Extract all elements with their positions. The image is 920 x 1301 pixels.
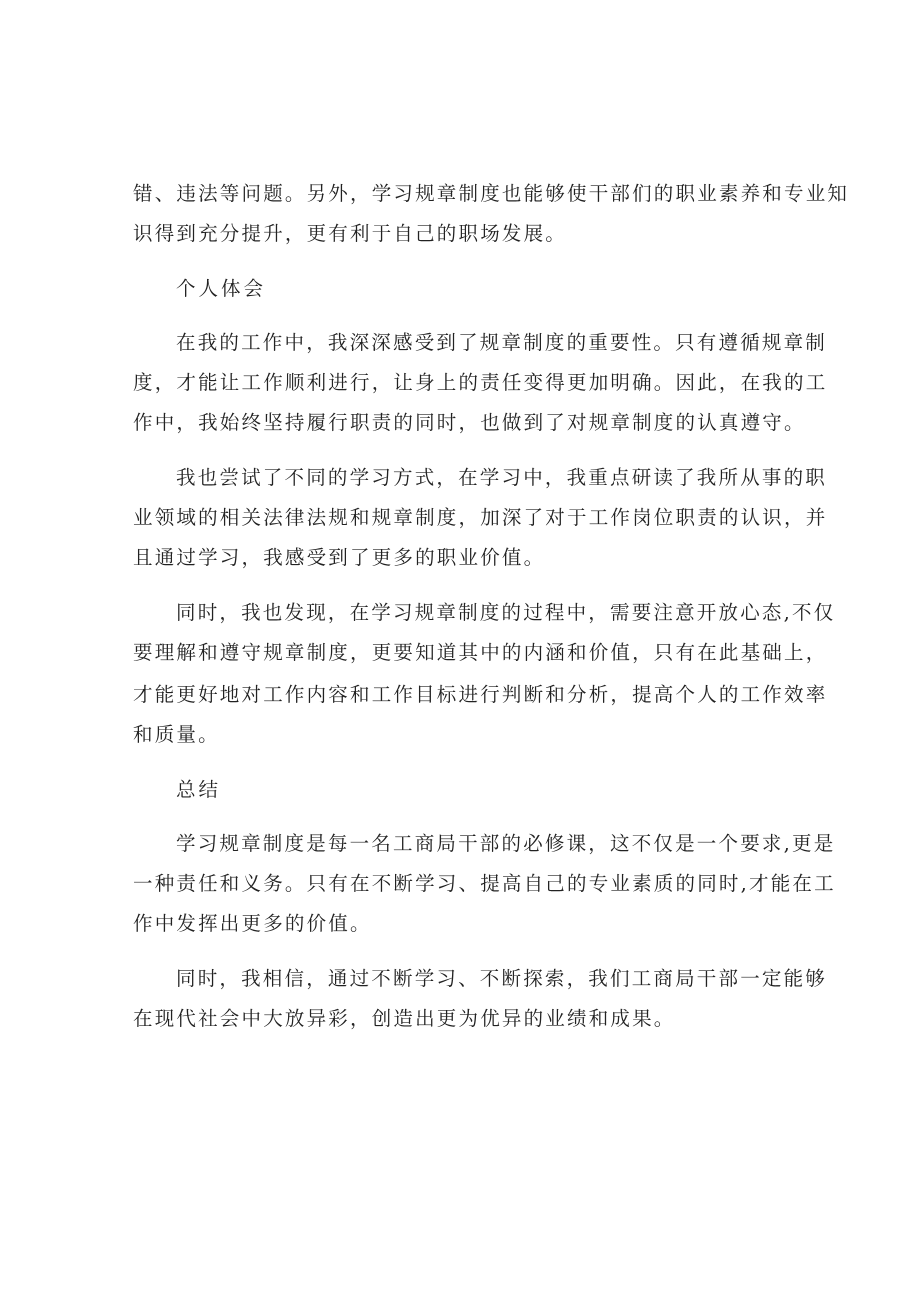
text-line: 才能更好地对工作内容和工作目标进行判断和分析，提高个人的工作效率 — [133, 683, 828, 706]
section-heading-personal-experience: 个人体会 — [176, 277, 267, 300]
text-line: 业领域的相关法律法规和规章制度，加深了对于工作岗位职责的认识，并 — [133, 506, 828, 529]
text-line: 识得到充分提升，更有利于自己的职场发展。 — [133, 222, 568, 245]
text-line: 学习规章制度是每一名工商局干部的必修课，这不仅是一个要求,更是 — [176, 832, 836, 855]
text-line: 一种责任和义务。只有在不断学习、提高自己的专业素质的同时,才能在工 — [133, 872, 836, 895]
text-line: 在我的工作中，我深深感受到了规章制度的重要性。只有遵循规章制 — [176, 331, 828, 354]
text-line: 在现代社会中大放异彩，创造出更为优异的业绩和成果。 — [133, 1007, 676, 1030]
section-heading-summary: 总结 — [176, 778, 222, 801]
text-line: 同时，我相信，通过不断学习、不断探索，我们工商局干部一定能够 — [176, 967, 828, 990]
text-line: 错、违法等问题。另外，学习规章制度也能够使干部们的职业素养和专业知 — [133, 182, 850, 205]
text-line: 同时，我也发现，在学习规章制度的过程中，需要注意开放心态,不仅 — [176, 601, 836, 624]
text-line: 和质量。 — [133, 723, 220, 746]
text-line: 要理解和遵守规章制度，更要知道其中的内涵和价值，只有在此基础上， — [133, 641, 828, 664]
text-line: 作中发挥出更多的价值。 — [133, 912, 372, 935]
text-line: 我也尝试了不同的学习方式，在学习中，我重点研读了我所从事的职 — [176, 466, 828, 489]
text-line: 且通过学习，我感受到了更多的职业价值。 — [133, 546, 546, 569]
text-line: 度，才能让工作顺利进行，让身上的责任变得更加明确。因此，在我的工 — [133, 371, 828, 394]
text-line: 作中，我始终坚持履行职责的同时，也做到了对规章制度的认真遵守。 — [133, 411, 806, 434]
